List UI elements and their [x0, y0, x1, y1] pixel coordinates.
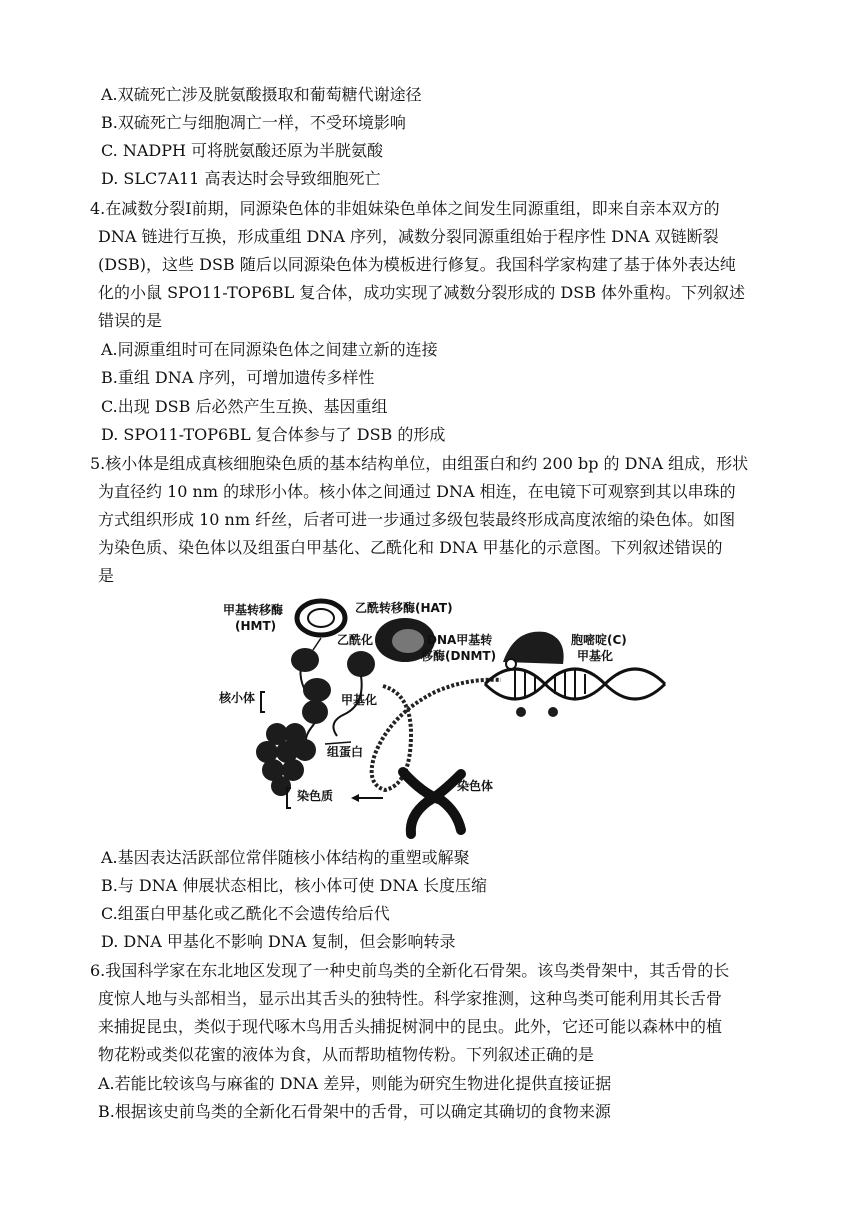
label-dnmt-2: 移酶(DNMT)	[421, 649, 497, 663]
q4-stem-line-3: (DSB)，这些 DSB 随后以同源染色体为模板进行修复。我国科学家构建了基于体外表达纯	[98, 255, 736, 274]
q4-option-b: B.重组 DNA 序列，可增加遗传多样性	[101, 368, 375, 387]
hmt-leader	[313, 638, 321, 650]
q6-option-b: B.根据该史前鸟类的全新化石骨架中的舌骨，可以确定其确切的食物来源	[98, 1102, 611, 1121]
chromatin-diagram	[215, 594, 675, 842]
nucleosome-3	[303, 678, 331, 702]
q6-stem-line-1: 6.我国科学家在东北地区发现了一种史前鸟类的全新化石骨架。该鸟类骨架中，其舌骨的长	[90, 961, 730, 980]
q5-option-d: D. DNA 甲基化不影响 DNA 复制，但会影响转录	[101, 932, 456, 951]
label-chromatin: 染色质	[297, 789, 334, 803]
methyl-dot-2	[548, 707, 558, 717]
q5-option-a: A.基因表达活跃部位常伴随核小体结构的重塑或解聚	[101, 848, 470, 867]
histone-leader	[325, 742, 351, 744]
q5-stem-line-2: 为直径约 10 nm 的球形小体。核小体之间通过 DNA 相连，在电镜下可观察到其以串珠的	[98, 482, 736, 501]
q5-stem-line-1: 5.核小体是组成真核细胞染色质的基本结构单位，由组蛋白和约 200 bp 的 DNA 组成，形状	[90, 454, 749, 473]
label-histone: 组蛋白	[327, 745, 364, 759]
label-cytosine-1: 胞嘧啶(C)	[571, 633, 627, 647]
methyl-dot-1	[516, 707, 526, 717]
label-hat: 乙酰转移酶(HAT)	[355, 601, 453, 615]
label-dnmt-1: DNA甲基转	[427, 633, 493, 647]
q5-option-c: C.组蛋白甲基化或乙酰化不会遗传给后代	[101, 904, 390, 923]
q6-stem-line-4: 物花粉或类似花蜜的液体为食，从而帮助植物传粉。下列叙述正确的是	[98, 1045, 595, 1064]
q4-stem-line-1: 4.在减数分裂I前期，同源染色体的非姐妹染色单体之间发生同源重组，即来自亲本双方的	[90, 199, 720, 218]
arrow-head	[351, 794, 359, 802]
nucleosome-bracket	[261, 692, 265, 712]
q3-option-c: C. NADPH 可将胱氨酸还原为半胱氨酸	[101, 141, 384, 160]
q6-option-a: A.若能比较该鸟与麻雀的 DNA 差异，则能为研究生物进化提供直接证据	[98, 1074, 612, 1093]
q6-stem-line-2: 度惊人地与头部相当，显示出其舌头的独特性。科学家推测，这种鸟类可能利用其长舌骨	[98, 989, 723, 1008]
methyl-group-marker	[506, 659, 516, 669]
q4-option-c: C.出现 DSB 后必然产生互换、基因重组	[101, 397, 388, 416]
q4-stem-line-2: DNA 链进行互换，形成重组 DNA 序列，减数分裂同源重组始于程序性 DNA 双链断裂	[98, 227, 719, 246]
dna-fiber-loop	[372, 680, 501, 790]
q3-option-d: D. SLC7A11 高表达时会导致细胞死亡	[101, 169, 381, 188]
q4-stem-line-5: 错误的是	[98, 311, 163, 330]
q3-option-a: A.双硫死亡涉及胱氨酸摄取和葡萄糖代谢途径	[101, 85, 422, 104]
q5-option-b: B.与 DNA 伸展状态相比，核小体可使 DNA 长度压缩	[101, 876, 487, 895]
chromosome-shape	[403, 772, 461, 834]
label-cytosine-2: 甲基化	[577, 649, 614, 663]
label-chromosome: 染色体	[457, 779, 494, 793]
nucleosome-2	[347, 651, 375, 677]
label-hmt-1: 甲基转移酶	[223, 603, 284, 617]
q5-stem-line-4: 为染色质、染色体以及组蛋白甲基化、乙酰化和 DNA 甲基化的示意图。下列叙述错误的	[98, 538, 723, 557]
nucleosome-4	[302, 700, 328, 724]
label-acetylation: 乙酰化	[337, 633, 374, 647]
q3-option-b: B.双硫死亡与细胞凋亡一样，不受环境影响	[101, 113, 406, 132]
q6-stem-line-3: 来捕捉昆虫，类似于现代啄木鸟用舌头捕捉树洞中的昆虫。此外，它还可能以森林中的植	[98, 1017, 723, 1036]
q5-stem-line-5: 是	[98, 566, 115, 585]
label-nucleosome: 核小体	[219, 691, 256, 705]
nucleosome-1	[291, 648, 319, 672]
q4-option-a: A.同源重组时可在同源染色体之间建立新的连接	[101, 340, 438, 359]
label-methylation: 甲基化	[341, 693, 378, 707]
hmt-enzyme-inner	[308, 609, 334, 627]
q4-option-d: D. SPO11-TOP6BL 复合体参与了 DSB 的形成	[101, 425, 446, 444]
dna-base-pairs	[515, 670, 585, 698]
q5-stem-line-3: 方式组织形成 10 nm 纤丝，后者可进一步通过多级包装最终形成高度浓缩的染色体。如图	[98, 510, 736, 529]
label-hmt-2: (HMT)	[235, 619, 277, 633]
q4-stem-line-4: 化的小鼠 SPO11-TOP6BL 复合体，成功实现了减数分裂形成的 DSB 体外重构。下列叙述	[98, 283, 746, 302]
hat-enzyme-texture	[392, 629, 424, 653]
